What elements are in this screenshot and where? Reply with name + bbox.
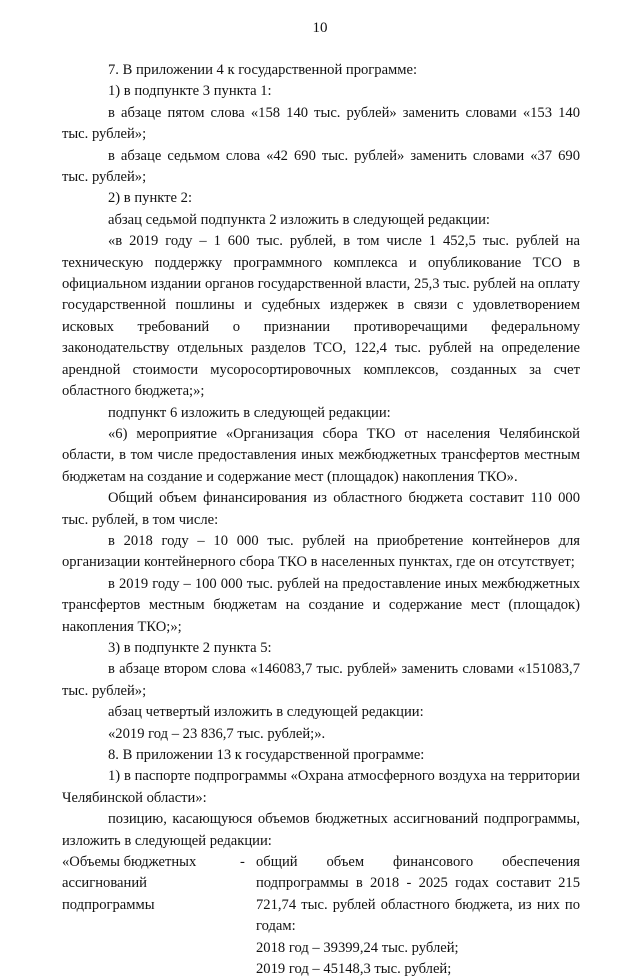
paragraph: в 2018 году – 10 000 тыс. рублей на приобретение контейнеров для организации контейнерного сбора ТКО в населенных пунктах, где он отсутствует; bbox=[62, 532, 580, 571]
paragraph: «2019 год – 23 836,7 тыс. рублей;». bbox=[108, 725, 326, 742]
paragraph: Общий объем финансирования из областного бюджета составит 110 000 тыс. рублей, в том числе: bbox=[62, 490, 580, 528]
document-body bbox=[62, 60, 580, 980]
paragraph: абзац четвертый изложить в следующей редакции: bbox=[108, 704, 424, 721]
paragraph: абзац седьмой подпункта 2 изложить в следующей редакции: bbox=[108, 211, 490, 228]
paragraph: 7. В приложении 4 к государственной программе: bbox=[108, 62, 418, 78]
paragraph: 1) в паспорте подпрограммы «Охрана атмосферного воздуха на территории Челябинской области»: bbox=[62, 768, 580, 806]
paragraph: в абзаце втором слова «146083,7 тыс. рублей» заменить словами «151083,7 тыс. рублей»; bbox=[62, 661, 580, 699]
table-value-line: общий объем финансового обеспечения подпрограммы в 2018 - 2025 годах составит 215 721,74 тыс. рублей областного бюджета, из них по годам: bbox=[256, 854, 580, 935]
paragraph: «в 2019 году – 1 600 тыс. рублей, в том числе 1 452,5 тыс. рублей на техническую поддержку программного комплекса и опубликование ТСО в официальном издании органов государственной власти, 25,3 тыс. рублей на оплату государственной пошлины и судебных издержек в связи с удовлетворением исковых требований о признании противоречащими федеральному законодательству отдельных разделов ТСО, 122,4 тыс. рублей на определение арендной стоимости мусоросортировочных комплексов, созданных за счет областного бюджета;»; bbox=[62, 233, 580, 400]
table-label-cell: «Объемы бюджетных ассигнований подпрограммы bbox=[62, 854, 197, 913]
paragraph: 2) в пункте 2: bbox=[108, 190, 193, 207]
paragraph: в абзаце пятом слова «158 140 тыс. рублей» заменить словами «153 140 тыс. рублей»; bbox=[62, 104, 580, 143]
table-value-cell bbox=[256, 852, 580, 980]
paragraph: «6) мероприятие «Организация сбора ТКО от населения Челябинской области, в том числе предоставления иных межбюджетных трансфертов местным бюджетам на создание и содержание мест (площадок) накопления ТКО». bbox=[62, 425, 580, 485]
paragraph: позицию, касающуюся объемов бюджетных ассигнований подпрограммы, изложить в следующей редакции: bbox=[62, 811, 580, 849]
funding-table bbox=[62, 852, 580, 980]
paragraph: 8. В приложении 13 к государственной программе: bbox=[108, 747, 425, 763]
table-dash: - bbox=[240, 854, 245, 871]
page-number: 10 bbox=[312, 20, 328, 36]
paragraph: 3) в подпункте 2 пункта 5: bbox=[108, 639, 272, 656]
paragraph: в 2019 году – 100 000 тыс. рублей на предоставление иных межбюджетных трансфертов местным бюджетам на создание и содержание мест (площадок) накопления ТКО;»; bbox=[62, 575, 580, 635]
paragraph: подпункт 6 изложить в следующей редакции: bbox=[108, 404, 391, 421]
table-value-line: 2019 год – 45148,3 тыс. рублей; bbox=[256, 961, 452, 978]
paragraph: 1) в подпункте 3 пункта 1: bbox=[108, 83, 272, 100]
table-value-line: 2018 год – 39399,24 тыс. рублей; bbox=[256, 939, 459, 956]
paragraph: в абзаце седьмом слова «42 690 тыс. рублей» заменить словами «37 690 тыс. рублей»; bbox=[62, 147, 580, 186]
